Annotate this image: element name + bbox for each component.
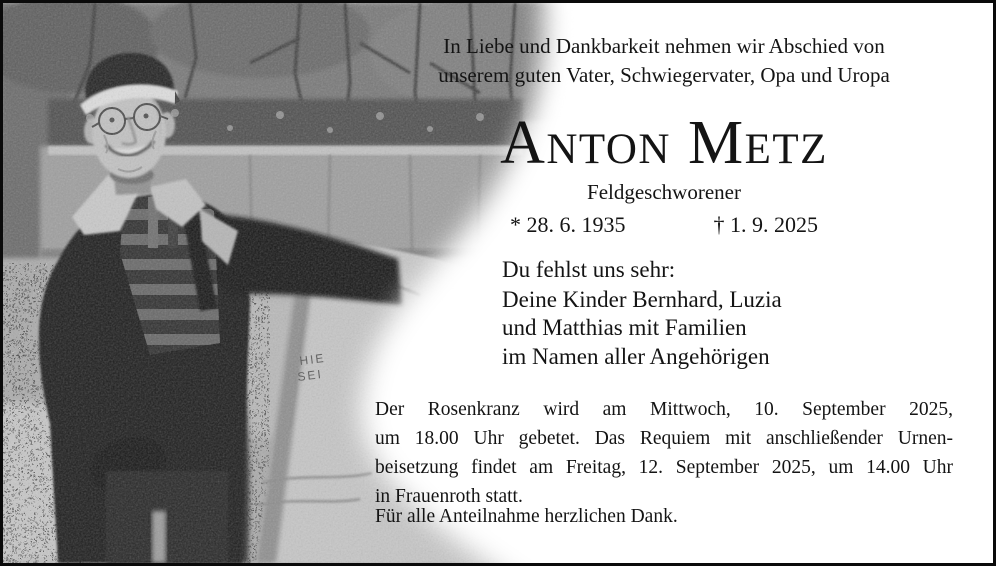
announcement-line-1: Der Rosenkranz wird am Mittwoch, 10. September 2025, bbox=[375, 399, 953, 420]
farewell-line-1: Du fehlst uns sehr: bbox=[502, 257, 676, 282]
service-announcement bbox=[375, 395, 953, 511]
life-dates bbox=[375, 211, 953, 239]
announcement-line-3: beisetzung findet am Freitag, 12. September 2025, um 14.00 Uhr bbox=[375, 457, 953, 478]
obituary-text bbox=[375, 3, 953, 563]
death-date: † 1. 9. 2025 bbox=[713, 212, 818, 237]
thanks-line: Für alle Anteilnahme herzlichen Dank. bbox=[375, 506, 678, 527]
deceased-name: Anton Metz bbox=[500, 109, 828, 177]
intro-line-2: unserem guten Vater, Schwiegervater, Opa und Uropa bbox=[438, 63, 890, 87]
intro-text bbox=[375, 32, 953, 90]
intro-line-1: In Liebe und Dankbarkeit nehmen wir Abschied von bbox=[443, 34, 885, 58]
farewell-block bbox=[502, 256, 782, 371]
announcement-line-2: um 18.00 Uhr gebetet. Das Requiem mit anschließender Urnen- bbox=[375, 428, 953, 449]
farewell-line-2: Deine Kinder Bernhard, Luzia bbox=[502, 286, 782, 312]
deceased-role: Feldgeschworener bbox=[587, 180, 741, 204]
farewell-line-4: im Namen aller Angehörigen bbox=[502, 343, 770, 369]
announcement-line-4: in Frauenroth statt. bbox=[375, 486, 523, 507]
birth-date: * 28. 6. 1935 bbox=[510, 212, 626, 237]
farewell-line-3: und Matthias mit Familien bbox=[502, 315, 747, 340]
